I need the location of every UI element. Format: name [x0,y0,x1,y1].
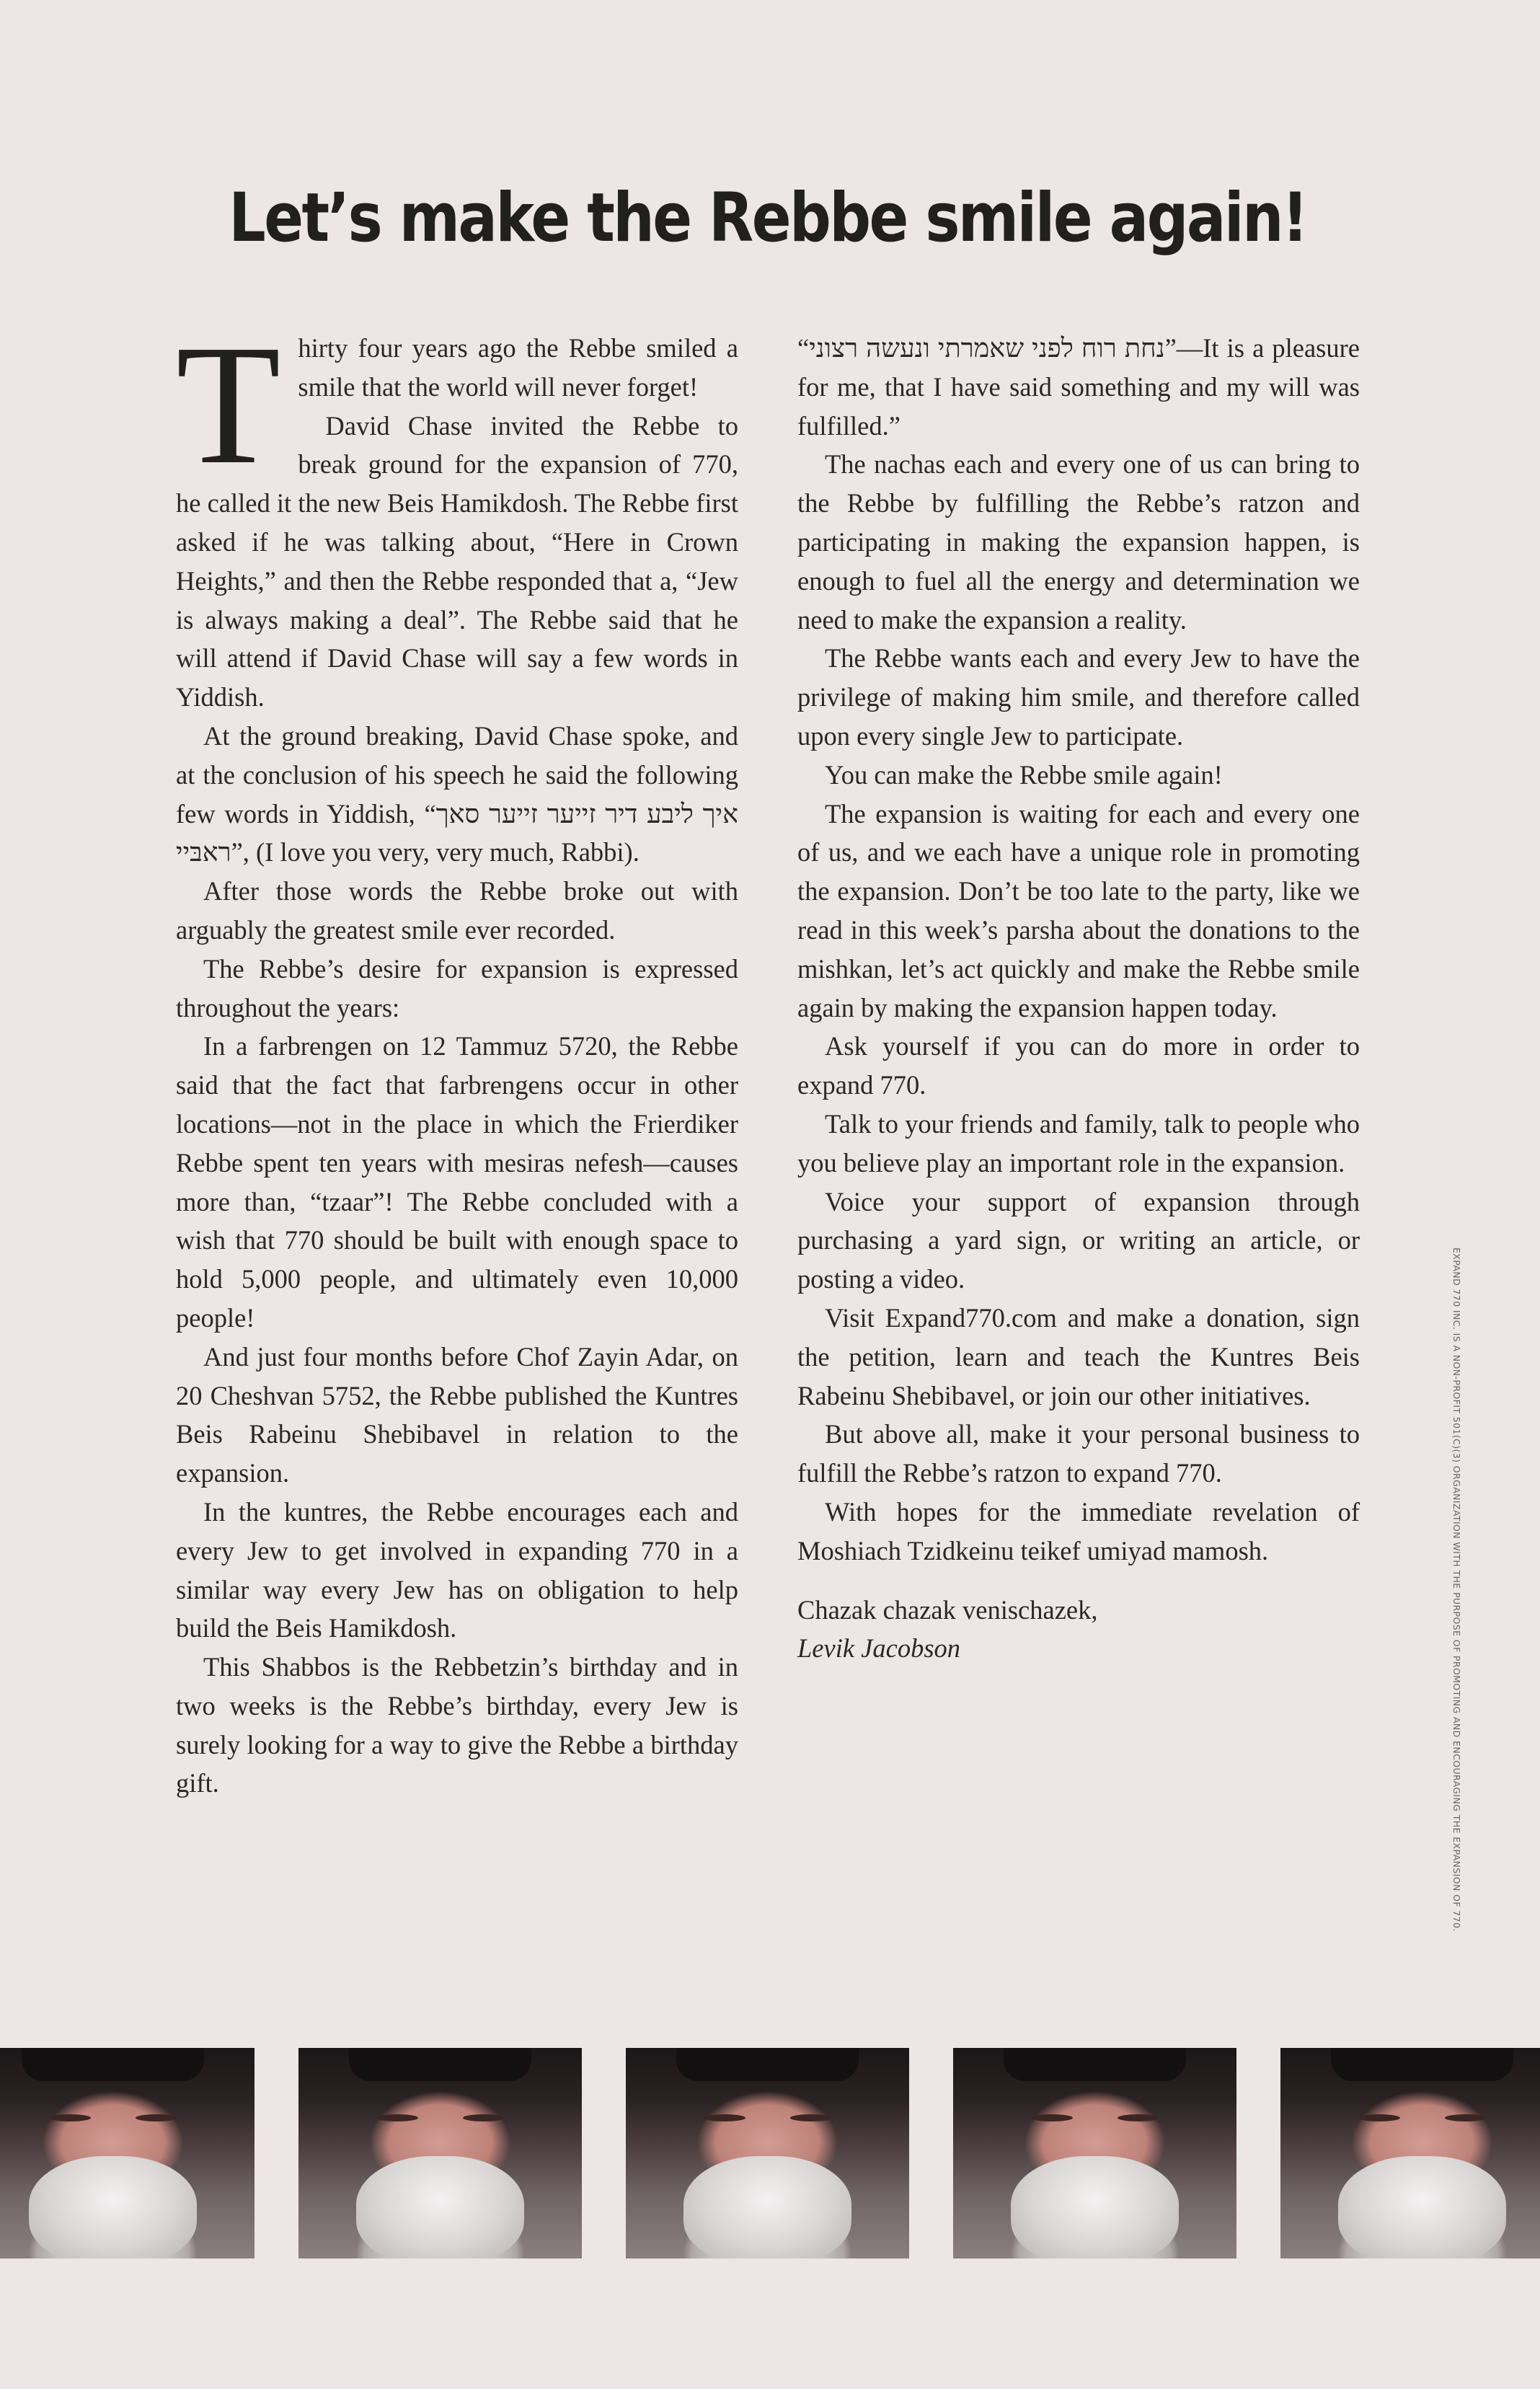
text-span: ”—It is a pleasure for me, that I have said something and my will was fulfilled.” [797,333,1360,441]
paragraph: After those words the Rebbe broke out with arguably the greatest smile ever recorded. [176,876,738,945]
rebbe-photo [953,2048,1236,2258]
paragraph: David Chase invited the Rebbe to break ground for the expansion of 770, he called it the new Beis Hamikdosh. The Rebbe first asked if he was talking about, “Here in Crown Heights,” and then the Rebbe responded that a, “Jew is always making a deal”. The Rebbe said that he will attend if David Chase will say a few words in Yiddish. [176,410,738,712]
paragraph: The nachas each and every one of us can bring to the Rebbe by fulfilling the Rebbe’s ratzon and participating in making the expansion happen, is enough to fuel all the energy and determination we need to make the expansion a reality. [797,449,1360,635]
paragraph: Ask yourself if you can do more in order to expand 770. [797,1031,1360,1100]
photo-strip [0,2048,1540,2258]
paragraph: The Rebbe’s desire for expansion is expressed throughout the years: [176,953,738,1023]
paragraph: Talk to your friends and family, talk to people who you believe play an important role in the expansion. [797,1108,1360,1178]
drop-cap: T [176,310,281,500]
text-span: “ [797,333,810,363]
paragraph: In the kuntres, the Rebbe encourages each and every Jew to get involved in expanding 770 in a similar way every Jew has on obligation to help build the Beis Hamikdosh. [176,1496,738,1643]
paragraph: With hopes for the immediate revelation of Moshiach Tzidkeinu teikef umiyad mamosh. [797,1496,1360,1566]
paragraph: You can make the Rebbe smile again! [825,759,1223,790]
paragraph: And just four months before Chof Zayin Adar, on 20 Cheshvan 5752, the Rebbe published the Kuntres Beis Rabeinu Shebibavel in relation to the expansion. [176,1341,738,1488]
page-title: Let’s make the Rebbe smile again! [229,179,1307,257]
paragraph: The Rebbe wants each and every Jew to have the privilege of making him smile, and therefore called upon every single Jew to participate. [797,643,1360,751]
signature: Levik Jacobson [797,1633,961,1664]
article-right-column [797,329,1360,1668]
paragraph: Voice your support of expansion through purchasing a yard sign, or writing an article, or posting a video. [797,1186,1360,1294]
text-span: At the ground breaking, David Chase spoke, and at the conclusion of his speech he said the following few words in Yiddish, “ [176,720,738,829]
rebbe-photo [1280,2048,1540,2258]
paragraph: hirty four years ago the Rebbe smiled a smile that the world will never forget! [298,333,738,402]
paragraph: This Shabbos is the Rebbetzin’s birthday and in two weeks is the Rebbe’s birthday, every Jew is surely looking for a way to give the Rebbe a birthday gift. [176,1652,738,1798]
signoff: Chazak chazak venischazek, [797,1594,1098,1625]
article-left-column [176,310,738,1803]
nonprofit-disclaimer: EXPAND 770 INC. IS A NON-PROFIT 501(C)(3) ORGANIZATION WITH THE PURPOSE OF PROMOTING AND ENCOURAGING THE EXPANSION OF 770. [1451,1248,1462,1932]
hebrew-quote: נחת רוח לפני שאמרתי ונעשה רצוני [809,333,1165,363]
paragraph: Visit Expand770.com and make a donation, sign the petition, learn and teach the Kuntres Beis Rabeinu Shebibavel, or join our other initiatives. [797,1302,1360,1410]
paragraph: In a farbrengen on 12 Tammuz 5720, the Rebbe said that the fact that farbrengens occur in other locations—not in the place in which the Frierdiker Rebbe spent ten years with mesiras nefesh—causes more than, “tzaar”! The Rebbe concluded with a wish that 770 should be built with enough space to hold 5,000 people, and ultimately even 10,000 people! [176,1031,738,1333]
paragraph: The expansion is waiting for each and every one of us, and we each have a unique role in promoting the expansion. Don’t be too late to the party, like we read in this week’s parsha about the donations to the mishkan, let’s act quickly and make the Rebbe smile again by making the expansion happen today. [797,798,1360,1023]
paragraph [176,717,738,872]
rebbe-photo [298,2048,582,2258]
paragraph: But above all, make it your personal business to fulfill the Rebbe’s ratzon to expand 770. [797,1419,1360,1488]
rebbe-photo [626,2048,909,2258]
hebrew-quote: איך ליבע דיר זייער זייער סאך ראבּיי [176,798,738,867]
text-span: ”, (I love you very, very much, Rabbi). [231,837,640,867]
paragraph [797,329,1360,445]
rebbe-photo [0,2048,255,2258]
